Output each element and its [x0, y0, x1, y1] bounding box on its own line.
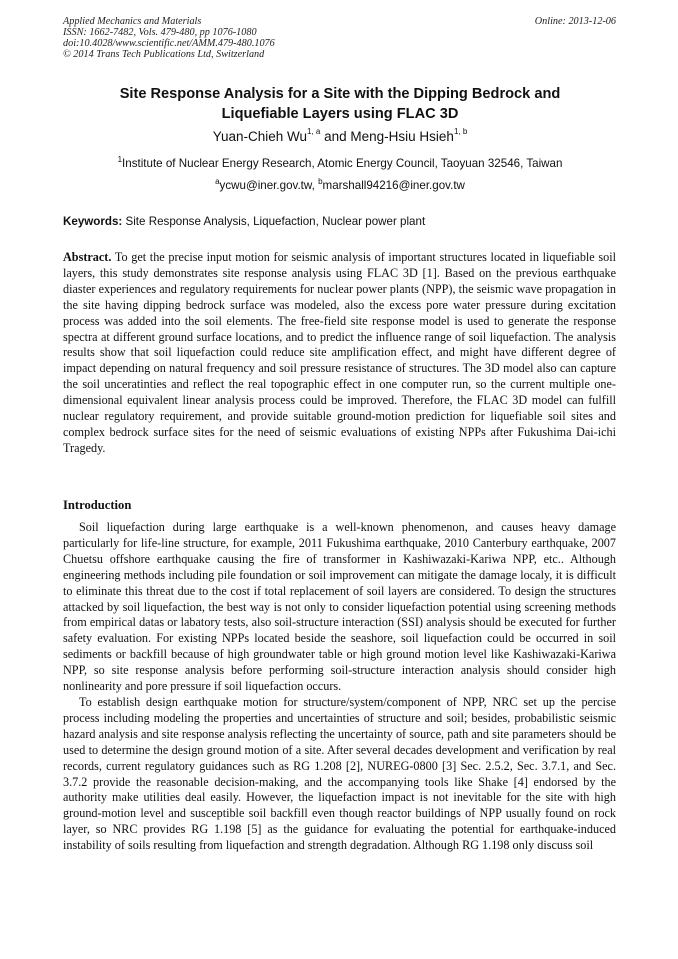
introduction-heading: Introduction: [63, 498, 132, 512]
abstract-label: Abstract.: [63, 250, 112, 264]
author-1-name: Yuan-Chieh Wu: [212, 129, 308, 144]
affiliation-mark: 1: [117, 155, 123, 164]
keywords: [63, 215, 616, 228]
journal-header: [63, 16, 616, 60]
author-conjunction: and: [320, 129, 351, 144]
affiliation-text: Institute of Nuclear Energy Research, Atomic Energy Council, Taoyuan 32546, Taiwan: [122, 157, 563, 170]
keywords-label: Keywords:: [63, 215, 123, 228]
email-a-mark: a: [215, 177, 220, 186]
title-line-1: Site Response Analysis for a Site with the Dipping Bedrock and: [119, 86, 561, 102]
paper-title: [60, 84, 620, 124]
author-2-name: Meng-Hsiu Hsieh: [350, 129, 454, 144]
introduction-paragraph-1: Soil liquefaction during large earthquake is a well-known phenomenon, and causes heavy damage particularly for life-line structure, for example, 2011 Fukushima earthquake, 2010 Canterbury earthquake, 2007 Chuetsu offshore earthquake causing the fire of transformer in Kashiwazaki-Kariwa NPP, etc.. Although engineering methods including pile foundation or soil improvement can mitigate the damage localy, it is difficult to eliminate this threat due to the cost if total replacement of soil layers are considered. To design the structures attacked by soil liquefaction, the best way is not only to consider liquefaction potential using screening methods from empirical datas or labatory tests, also soil-structure interaction (SSI) analysis should be executed for further safety evaluation. For existing NPPs located beside the seashore, soil liquefaction could be occurred in soil sediments or backfill because of high groundwater table or high ground motion level like Kashiwazaki-Kariwa NPP, so site response analysis before performing soil-structure interaction analysis should consider high nonlinearity and pore pressure if soil liquefaction occurs.: [63, 520, 616, 694]
online-date: Online: 2013-12-06: [534, 16, 616, 27]
email-b: marshall94216@iner.gov.tw: [322, 179, 465, 192]
author-list: [60, 129, 620, 144]
title-line-2: Liquefiable Layers using FLAC 3D: [221, 106, 459, 122]
issn-line: ISSN: 1662-7482, Vols. 479-480, pp 1076-1080: [63, 27, 257, 38]
abstract-text: To get the precise input motion for seismic analysis of important structures located in liquefiable soil layers, this study demonstrates site response analysis using FLAC 3D [1]. Based on the previous earthquake diaster experiences and regulatory requirements for nuclear power plants (NPP), the seismic wave propagation in the site having dipping bedrock surface was modeled, also the excess pore water pressure during excitation process was added into the soil elements. The free-field site response model is used to generate the response spectra at different ground surface locations, and to predict the influence range of soil liquefaction. The analysis results show that soil liquefaction could reduce site amplification effect, and might have different degree of impact depending on natural frequency and soil pressure resistance of structures. The 3D model also can capture the soil unceratinties and reflect the real topographic effect in one computer run, so the current multiple one-dimensional equivalent linear analysis process could be improved. Therefore, the FLAC 3D model can fulfill nuclear regulatory requirement, and provide suitable ground-motion prediction for liquefiable soil sites and complex bedrock surface sites for the need of seismic evaluations of existing NPPs after Fukushima Dai-ichi Tragedy.: [63, 250, 616, 455]
author-emails: [60, 179, 620, 192]
doi-line: doi:10.4028/www.scientific.net/AMM.479-480.1076: [63, 38, 275, 49]
abstract: [63, 250, 616, 457]
author-2-affiliation-mark: 1, b: [453, 127, 468, 136]
journal-name: Applied Mechanics and Materials: [63, 16, 202, 27]
copyright-line: © 2014 Trans Tech Publications Ltd, Switzerland: [63, 49, 265, 60]
introduction-paragraph-2: To establish design earthquake motion for structure/system/component of NPP, NRC set up the percise process including modeling the properties and uncertainties of structure and soil; besides, probabilistic seismic hazard analysis and site response analysis reflecting the uncertainty of source, path and site parameters should be used to determine the design ground motion of a site. After several decades development and verification by real records, current regulatory guidances such as RG 1.208 [2], NUREG-0800 [3] Sec. 2.5.2, Sec. 3.7.1, and Sec. 3.7.2 provide the reasonable decision-making, and the accompanying tools like Shake [4] endorsed by the authority make utilities deal easily. However, the liquefaction impact is not inevitable for the site with high ground-motion level and susceptible soil backfill even though reactor buildings of NPP usually found on rock layer, so NRC provides RG 1.198 [5] as the guidance for evaluating the potential for earthquake-induced instability of soils resulting from liquefaction and strength degradation. Although RG 1.198 only discuss soil: [63, 694, 616, 853]
author-1-affiliation-mark: 1, a: [307, 127, 321, 136]
email-a: ycwu@iner.gov.tw,: [219, 179, 319, 192]
introduction-body: [63, 520, 616, 854]
keywords-text: Site Response Analysis, Liquefaction, Nuclear power plant: [122, 215, 426, 228]
email-b-mark: b: [318, 177, 323, 186]
affiliation: [60, 157, 620, 170]
